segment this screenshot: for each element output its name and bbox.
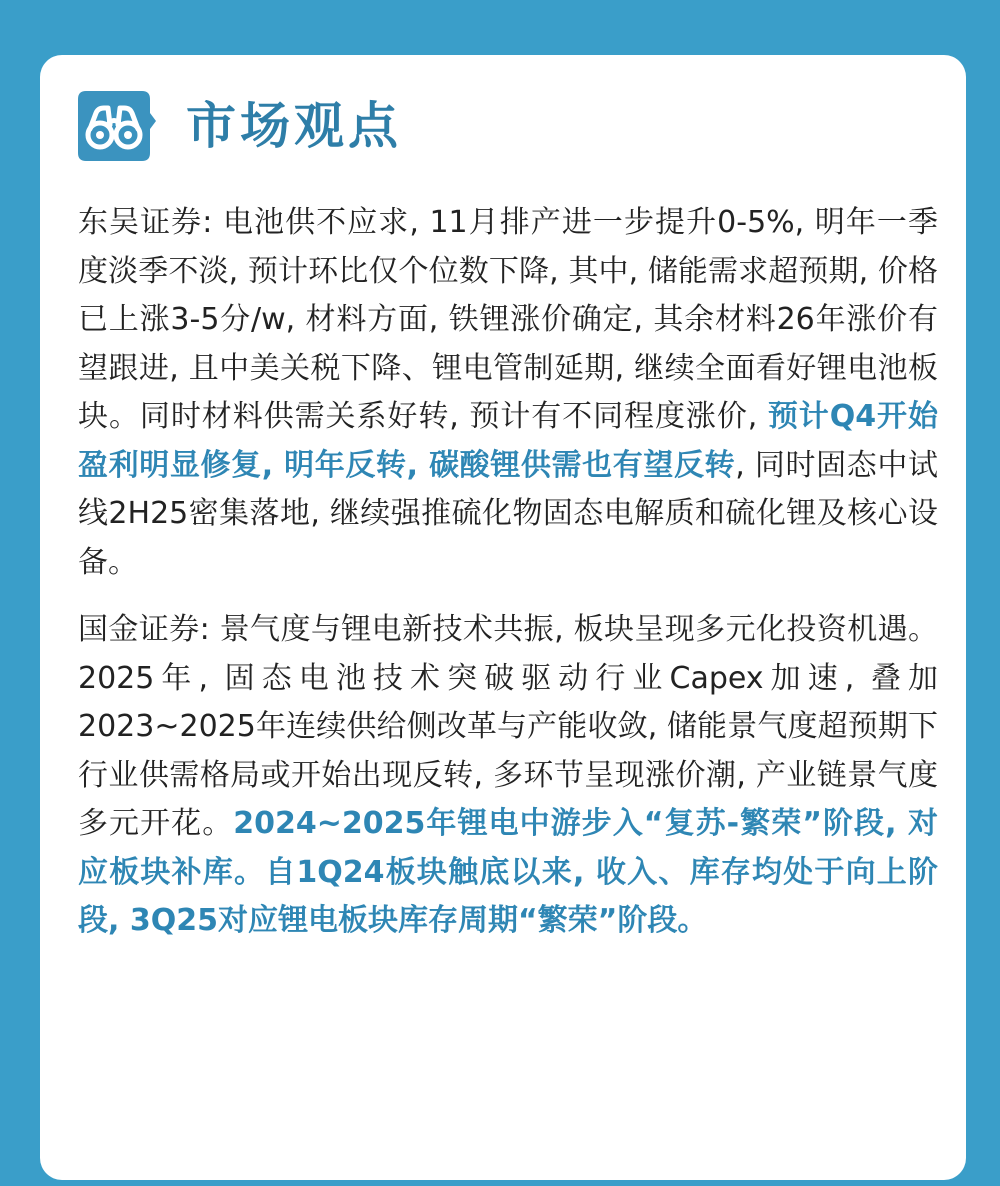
highlighted-text: 2024~2025年锂电中游步入“复苏-繁荣”阶段, 对应板块补库。自1Q24板块触底以来, 收入、库存均处于向上阶段, 3Q25对应锂电板块库存周期“繁荣”阶段。 [78,806,938,938]
paragraph-text: , 同时固态中试线2H25密集落地, 继续强推硫化物固态电解质和硫化锂及核心设备。 [78,447,938,580]
binoculars-icon [78,91,156,161]
paragraph-dongwu [78,199,938,587]
highlighted-text: 预计Q4开始盈利明显修复, 明年反转, 碳酸锂供需也有望反转 [78,399,938,483]
paragraph-guojin [78,606,938,946]
market-view-card [40,55,966,1180]
card-header [78,90,402,162]
paragraph-text: 国金证券: 景气度与锂电新技术共振, 板块呈现多元化投资机遇。2025年, 固态电池技术突破驱动行业Capex加速, 叠加2023~2025年连续供给侧改革与产能收敛, 储能景气度超预期下行业供需格局或开始出现反转, 多环节呈现涨价潮, 产业链景气度多元开花。 [78,612,938,841]
card-title: 市场观点 [186,97,402,155]
article-body [78,199,938,965]
paragraph-text: 东吴证券: 电池供不应求, 11月排产进一步提升0-5%, 明年一季度淡季不淡, 预计环比仅个位数下降, 其中, 储能需求超预期, 价格已上涨3-5分/w, 材料方面, 铁锂涨价确定, 其余材料26年涨价有望跟进, 且中美关税下降、锂电管制延期, 继续全面看好锂电池板块。同时材料供需关系好转, 预计有不同程度涨价, [78,205,938,434]
